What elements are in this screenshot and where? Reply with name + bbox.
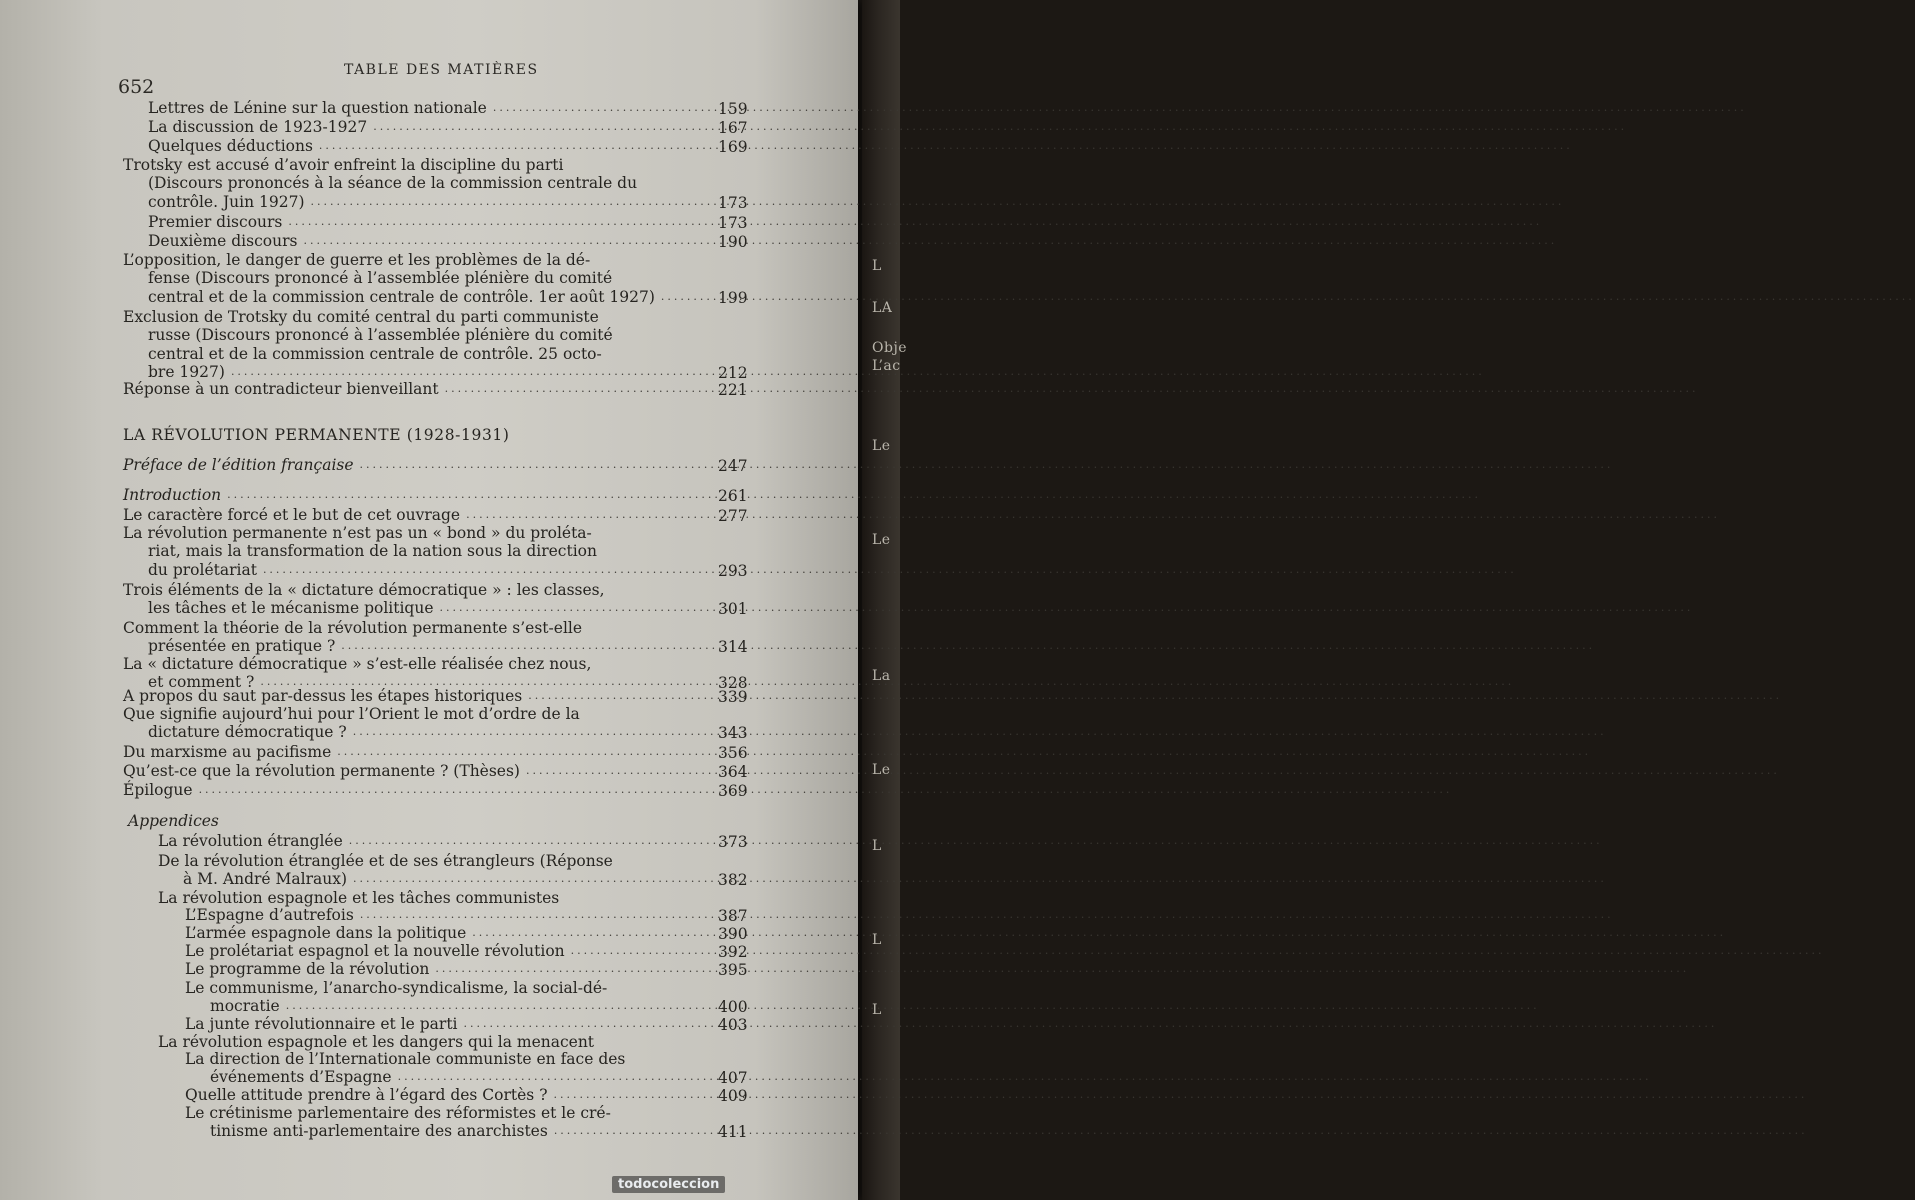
dot-leader bbox=[263, 564, 1517, 576]
toc-entry[interactable] bbox=[185, 907, 712, 924]
running-head: TABLE DES MATIÈRES bbox=[344, 62, 539, 78]
toc-entry[interactable] bbox=[148, 562, 712, 579]
toc-page-number: 395 bbox=[718, 961, 748, 979]
adjacent-page-fragment: L bbox=[872, 1002, 882, 1018]
toc-page-number: 293 bbox=[718, 561, 748, 580]
toc-entry-title: central et de la commission centrale de contrôle. 1er août 1927) bbox=[148, 287, 655, 306]
adjacent-page-fragment: L’ac bbox=[872, 358, 901, 374]
watermark: todocoleccion bbox=[612, 1176, 725, 1193]
toc-entry[interactable] bbox=[185, 961, 712, 978]
toc-entry[interactable] bbox=[183, 871, 712, 888]
toc-page-number: 400 bbox=[718, 998, 748, 1017]
dot-leader bbox=[231, 366, 1485, 378]
toc-entry-title: Deuxième discours bbox=[148, 232, 298, 250]
table-of-contents bbox=[0, 0, 858, 1200]
toc-entry-line: Le communisme, l’anarcho-syndicalisme, la social-dé- bbox=[185, 979, 608, 997]
toc-entry-title: du prolétariat bbox=[148, 560, 257, 579]
toc-entry-title: Premier discours bbox=[148, 213, 283, 231]
toc-page-number: 407 bbox=[718, 1069, 748, 1088]
toc-entry-title: La révolution étranglée bbox=[158, 832, 343, 850]
toc-entry-line: L’opposition, le danger de guerre et les problèmes de la dé- bbox=[123, 251, 591, 269]
toc-page-number: 387 bbox=[718, 907, 748, 925]
toc-entry-line: russe (Discours prononcé à l’assemblée plénière du comité bbox=[148, 326, 613, 345]
toc-entry-title: dictature démocratique ? bbox=[148, 723, 347, 742]
subsection-heading: Appendices bbox=[128, 812, 219, 830]
dot-leader bbox=[349, 835, 1603, 847]
toc-entry-title: A propos du saut par-dessus les étapes historiques bbox=[123, 687, 523, 705]
toc-entry-title: tinisme anti-parlementaire des anarchistes bbox=[210, 1122, 548, 1141]
toc-page-number: 261 bbox=[718, 487, 748, 505]
toc-entry-title: et comment ? bbox=[148, 673, 255, 692]
toc-page-number: 314 bbox=[718, 638, 748, 657]
adjacent-page-fragment: L bbox=[872, 258, 882, 274]
toc-page-number: 364 bbox=[718, 763, 748, 781]
dot-leader bbox=[373, 121, 1627, 133]
toc-entry[interactable] bbox=[148, 233, 712, 250]
toc-entry[interactable] bbox=[185, 1016, 712, 1033]
toc-entry-title: Du marxisme au pacifisme bbox=[123, 743, 332, 761]
toc-entry[interactable] bbox=[123, 763, 712, 780]
dot-leader bbox=[464, 1018, 1718, 1030]
adjacent-page-fragment: L bbox=[872, 838, 882, 854]
dot-leader bbox=[493, 102, 1747, 114]
dot-leader bbox=[528, 690, 1782, 702]
toc-entry-line: La révolution espagnole et les tâches communistes bbox=[158, 889, 560, 907]
toc-entry-title: événements d’Espagne bbox=[210, 1068, 392, 1087]
toc-page-number: 411 bbox=[718, 1123, 748, 1142]
dot-leader bbox=[288, 216, 1542, 228]
toc-entry-title: Réponse à un contradicteur bienveillant bbox=[123, 380, 439, 398]
dot-leader bbox=[571, 945, 1825, 957]
toc-entry[interactable] bbox=[148, 138, 712, 155]
toc-entry-line: Que signifie aujourd’hui pour l’Orient le mot d’ordre de la bbox=[123, 705, 580, 723]
dot-leader bbox=[445, 383, 1699, 395]
dot-leader bbox=[337, 746, 1591, 758]
toc-page-number: 301 bbox=[718, 600, 748, 619]
toc-entry-title: Quelle attitude prendre à l’égard des Cortès ? bbox=[185, 1086, 548, 1104]
dot-leader bbox=[472, 927, 1726, 939]
toc-page-number: 373 bbox=[718, 833, 748, 851]
dot-leader bbox=[311, 196, 1565, 208]
toc-entry-title: Le programme de la révolution bbox=[185, 960, 430, 978]
adjacent-page-fragment: Le bbox=[872, 762, 891, 778]
toc-entry[interactable] bbox=[148, 600, 712, 617]
dot-leader bbox=[286, 1000, 1540, 1012]
toc-entry-title: L’Espagne d’autrefois bbox=[185, 906, 354, 924]
toc-entry-title: à M. André Malraux) bbox=[183, 870, 347, 889]
dot-leader bbox=[435, 963, 1689, 975]
toc-page-number: 339 bbox=[718, 688, 748, 706]
toc-entry-line: Comment la théorie de la révolution permanente s’est-elle bbox=[123, 619, 583, 637]
toc-entry-title: Préface de l’édition française bbox=[123, 456, 354, 474]
toc-page-number: 212 bbox=[718, 363, 748, 382]
toc-entry-title: présentée en pratique ? bbox=[148, 637, 336, 656]
dot-leader bbox=[341, 640, 1595, 652]
toc-page-number: 343 bbox=[718, 724, 748, 743]
toc-entry-title: les tâches et le mécanisme politique bbox=[148, 599, 434, 618]
toc-entry-title: La junte révolutionnaire et le parti bbox=[185, 1015, 458, 1033]
adjacent-page-fragment: LA bbox=[872, 300, 893, 316]
toc-entry[interactable] bbox=[210, 998, 712, 1015]
toc-entry-line: riat, mais la transformation de la nation sous la direction bbox=[148, 542, 597, 561]
dot-leader bbox=[360, 909, 1614, 921]
toc-entry[interactable] bbox=[148, 214, 712, 231]
adjacent-page-fragment: L bbox=[872, 932, 882, 948]
toc-entry[interactable] bbox=[185, 1087, 712, 1104]
toc-page-number: 221 bbox=[718, 381, 748, 399]
toc-page-number: 199 bbox=[718, 288, 748, 307]
toc-page-number: 173 bbox=[718, 214, 748, 232]
toc-entry[interactable] bbox=[148, 194, 712, 211]
toc-entry[interactable] bbox=[123, 744, 712, 761]
toc-page-number: 169 bbox=[718, 138, 748, 156]
adjacent-page-fragment: Obje bbox=[872, 340, 908, 356]
toc-page-number: 277 bbox=[718, 507, 748, 525]
toc-entry-title: Lettres de Lénine sur la question nationale bbox=[148, 99, 487, 117]
dot-leader bbox=[353, 873, 1607, 885]
toc-entry-line: Trois éléments de la « dictature démocratique » : les classes, bbox=[123, 581, 605, 599]
toc-page-number: 159 bbox=[718, 100, 748, 118]
dot-leader bbox=[319, 140, 1573, 152]
dot-leader bbox=[227, 489, 1481, 501]
dot-leader bbox=[199, 784, 1453, 796]
toc-page-number: 369 bbox=[718, 782, 748, 800]
toc-entry-title: bre 1927) bbox=[148, 362, 225, 381]
adjacent-page-fragment: Le bbox=[872, 438, 891, 454]
toc-page-number: 190 bbox=[718, 233, 748, 251]
dot-leader bbox=[661, 291, 1915, 303]
dot-leader bbox=[526, 765, 1780, 777]
toc-page-number: 382 bbox=[718, 871, 748, 890]
toc-entry-line: La révolution espagnole et les dangers qui la menacent bbox=[158, 1033, 595, 1051]
toc-entry-title: La discussion de 1923-1927 bbox=[148, 118, 368, 136]
toc-entry-title: Introduction bbox=[123, 486, 222, 504]
adjacent-page-fragment: La bbox=[872, 668, 891, 684]
toc-entry[interactable] bbox=[148, 638, 712, 655]
dot-leader bbox=[466, 509, 1720, 521]
dot-leader bbox=[303, 235, 1557, 247]
toc-entry[interactable] bbox=[158, 833, 712, 850]
toc-page-number: 247 bbox=[718, 457, 748, 475]
dot-leader bbox=[360, 459, 1614, 471]
toc-entry-title: L’armée espagnole dans la politique bbox=[185, 924, 467, 942]
toc-entry-title: Le prolétariat espagnol et la nouvelle révolution bbox=[185, 942, 565, 960]
toc-entry-title: Épilogue bbox=[123, 781, 193, 799]
toc-entry-title: Quelques déductions bbox=[148, 137, 313, 155]
toc-entry[interactable] bbox=[148, 119, 712, 136]
toc-entry[interactable] bbox=[148, 289, 712, 306]
toc-entry[interactable] bbox=[123, 487, 712, 504]
toc-entry[interactable] bbox=[123, 688, 712, 705]
toc-entry-title: Le caractère forcé et le but de cet ouvrage bbox=[123, 506, 461, 524]
toc-entry[interactable] bbox=[185, 925, 712, 942]
adjacent-page-fragment: Le bbox=[872, 532, 891, 548]
toc-entry-line: central et de la commission centrale de contrôle. 25 octo- bbox=[148, 344, 602, 363]
dot-leader bbox=[353, 726, 1607, 738]
toc-entry[interactable] bbox=[210, 1069, 712, 1086]
toc-entry-title: contrôle. Juin 1927) bbox=[148, 192, 305, 211]
dot-leader bbox=[398, 1071, 1652, 1083]
toc-entry[interactable] bbox=[185, 943, 712, 960]
toc-entry-line: De la révolution étranglée et de ses étrangleurs (Réponse bbox=[158, 852, 613, 870]
toc-entry[interactable] bbox=[148, 724, 712, 741]
toc-entry[interactable] bbox=[123, 457, 712, 474]
toc-entry[interactable] bbox=[210, 1123, 712, 1140]
toc-entry-line: (Discours prononcés à la séance de la commission centrale du bbox=[148, 174, 638, 193]
toc-page-number: 390 bbox=[718, 925, 748, 943]
toc-page-number: 409 bbox=[718, 1087, 748, 1105]
toc-entry-title: Qu’est-ce que la révolution permanente ? (Thèses) bbox=[123, 762, 520, 780]
toc-page-number: 167 bbox=[718, 119, 748, 137]
toc-entry-line: La « dictature démocratique » s’est-elle réalisée chez nous, bbox=[123, 655, 592, 673]
toc-page-number: 173 bbox=[718, 193, 748, 212]
dot-leader bbox=[440, 602, 1694, 614]
toc-entry[interactable] bbox=[123, 782, 712, 799]
toc-page-number: 403 bbox=[718, 1016, 748, 1034]
toc-entry[interactable] bbox=[148, 364, 712, 381]
toc-entry-line: La direction de l’Internationale communiste en face des bbox=[185, 1050, 626, 1068]
toc-entry-line: La révolution permanente n’est pas un « bond » du prolétа- bbox=[123, 524, 592, 542]
toc-page-number: 356 bbox=[718, 744, 748, 762]
toc-entry[interactable] bbox=[123, 507, 712, 524]
toc-page-number: 328 bbox=[718, 674, 748, 693]
toc-entry[interactable] bbox=[123, 381, 712, 398]
page-number: 652 bbox=[118, 76, 155, 98]
toc-entry-title: mocratie bbox=[210, 997, 280, 1016]
toc-entry-line: fense (Discours prononcé à l’assemblée plénière du comité bbox=[148, 269, 613, 288]
toc-page-number: 392 bbox=[718, 943, 748, 961]
toc-entry-line: Trotsky est accusé d’avoir enfreint la discipline du parti bbox=[123, 156, 564, 174]
toc-entry-line: Le crétinisme parlementaire des réformistes et le cré- bbox=[185, 1104, 611, 1122]
section-heading: LA RÉVOLUTION PERMANENTE (1928-1931) bbox=[123, 426, 510, 444]
toc-entry-line: Exclusion de Trotsky du comité central du parti communiste bbox=[123, 308, 599, 326]
toc-entry[interactable] bbox=[148, 100, 712, 117]
